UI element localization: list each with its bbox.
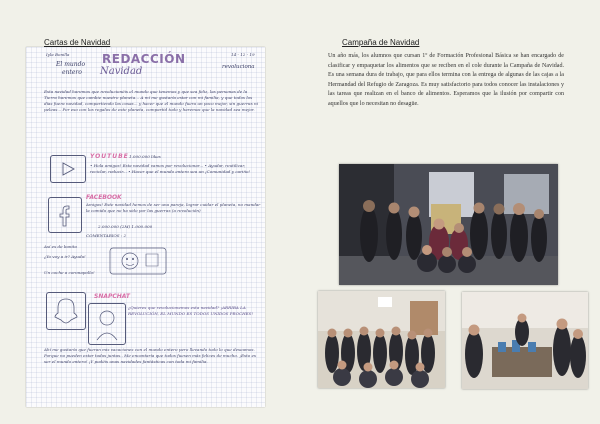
comments-count: COMENTARIOS : 2	[86, 233, 127, 238]
youtube-views: 1.000.000 likes	[129, 154, 161, 159]
doodle-drawing	[108, 246, 168, 276]
heading-navidad: Navidad	[100, 66, 143, 77]
subject-line-2: entero	[62, 69, 82, 76]
youtube-icon	[50, 155, 86, 183]
side-note: revoluciona	[222, 64, 255, 70]
group-photo-right	[462, 292, 588, 389]
group-photo-left	[318, 291, 445, 388]
campaign-description: Un año más, los alumnos que cursan 1º de Formación Profesional Básica se han encargado de clasificar y empaquetar los alimentos que se reciben en el cole durante la Campaña de Navidad. Es una semana dura de trabajo, que para ellos termina con la entrega de algunas de las cajas a la Hermandad del Refugio de Zaragoza. Es muy satisfactorio para todos conocer las instalaciones y las tareas que realizan en el banco de alimentos. Esperamos que la ilusión por compartir con aquellos que lo necesitan no desagüe.	[328, 53, 564, 107]
subject-line-1: El mundo	[56, 61, 86, 68]
comment-3: Un coche a coronapollo!	[44, 270, 95, 275]
youtube-heading: YOUTUBE	[90, 153, 129, 160]
comment-2: ¿Yo voy a ir? Ayuda!	[44, 254, 86, 259]
right-section-title: Campaña de Navidad	[342, 38, 420, 47]
letter-intro: Esta navidad haremos que revolucionéis el mundo que tenemos y que sea feliz, las personas de la Tierra haremos que cambie nuestro planeta... A mí me gustaría estar con mi familia, y que todos los días fuera navidad, compartiendo las cosas... y hacer que el mundo fuera un poco mejor, sin guerras ni peleas... Por eso con los regalos de este planeta, compartid todo y haremos que la navidad sea mejor.	[44, 89, 258, 112]
letter-closing: Ahí me gustaría que fueran mis vacaciones con el mundo entero pero llevando todo lo que deseamos. Porque no pueden estar todas juntas.. Me encantaría que todos fuesen más felices de mucho. ¡Esto es ser el mundo entero! ¡Y podéis unas navidades fantásticas con toda mi familia.	[44, 347, 257, 364]
facebook-text: Amigos! Este navidad hemos de ser una pareja, lograr cuidar el planeta, no mandar la comida que no ha sido por las guerras (a revolución)	[86, 202, 261, 213]
snapchat-heading: SNAPCHAT	[94, 293, 130, 300]
handwritten-letter-scan	[26, 47, 265, 407]
facebook-heading: FACEBOOK	[86, 194, 122, 201]
facebook-stats: 2.000.000 (2M) 1.000.000	[98, 224, 153, 229]
snapchat-doodle	[88, 303, 126, 345]
facebook-icon	[48, 197, 82, 233]
snapchat-text: ¿Quieres que revolucionemos esta navidad? ¡ARRIBA LA REVOLUCIÓN, EL MUNDO ES TODOS UNIDOS PROCHES!	[128, 305, 254, 316]
group-photo-main	[339, 164, 558, 285]
heading-redaccion: REDACCIÓN	[102, 52, 186, 66]
letter-date: 14 - 12 - 19	[231, 52, 255, 57]
comment-1: Así es de bonito	[44, 244, 77, 249]
author-name: Iyla Bonilla	[46, 52, 70, 57]
snapchat-icon	[46, 292, 86, 330]
left-section-title: Cartas de Navidad	[44, 38, 111, 47]
youtube-text: • Hola amigos! Esta navidad vamos por revolucionar... • Ayudar, reutilizar, reciclar, reducir... • Hacer que el mundo entero sea un ¡Comunidad y cariño!	[90, 163, 251, 174]
